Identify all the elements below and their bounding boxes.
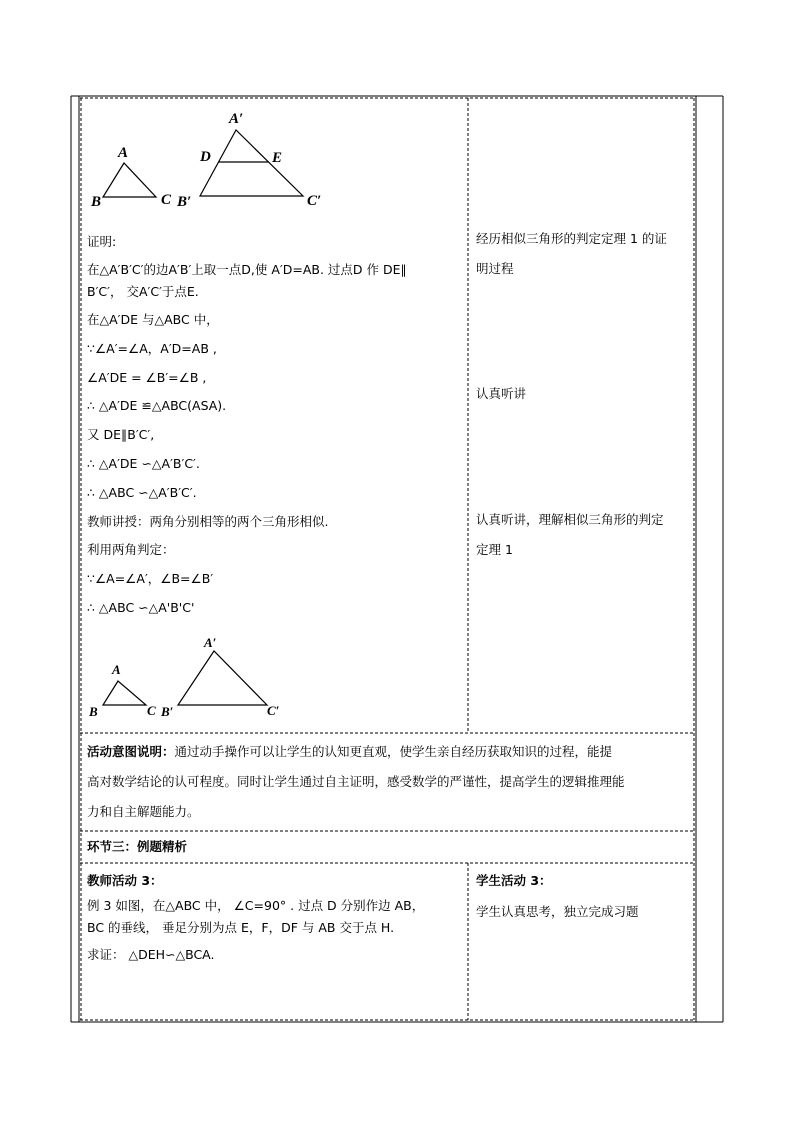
- label-c-prime: C′: [307, 193, 322, 209]
- student-note-1-line-1: 经历相似三角形的判定定理 1 的证: [476, 231, 667, 246]
- activity-intent-label: 活动意图说明：: [87, 744, 175, 759]
- proof-line-5: ∵∠A′=∠A，A′D=AB ,: [87, 341, 217, 356]
- proof-line-11: 教师讲授：两角分别相等的两个三角形相似.: [87, 514, 329, 529]
- label-a-prime: A′: [229, 111, 244, 127]
- activity-intent-line-3: 力和自主解题能力。: [87, 804, 200, 819]
- label-b: B: [91, 194, 102, 210]
- triangle-abc-2: [103, 681, 146, 705]
- proof-line-9: ∴ △A′DE ∽△A′B′C′.: [87, 456, 200, 471]
- proof-line-14: ∴ △ABC ∽△A'B'C': [87, 600, 195, 615]
- label-c-2: C: [147, 703, 156, 718]
- triangle-a2b2c2: [200, 130, 303, 196]
- triangle-a2b2c2-2: [178, 651, 267, 705]
- student-activity-title: 学生活动 3：: [476, 873, 552, 888]
- label-d: D: [200, 149, 211, 165]
- proof-line-6: ∠A′DE = ∠B′=∠B ,: [87, 370, 207, 385]
- student-note-2: 认真听讲: [476, 386, 527, 401]
- figure-triangles-1: [85, 105, 345, 215]
- label-b-prime: B′: [177, 194, 192, 210]
- proof-line-2: 在△A′B′C′的边A′B′上取一点D,使 A′D=AB. 过点D 作 DE∥: [87, 262, 407, 277]
- triangle-abc: [103, 163, 156, 197]
- proof-line-13: ∵∠A=∠A′，∠B=∠B′: [87, 571, 214, 586]
- label-c: C: [161, 192, 172, 208]
- proof-line-10: ∴ △ABC ∽△A′B′C′.: [87, 485, 197, 500]
- proof-line-4: 在△A′DE 与△ABC 中，: [87, 312, 219, 327]
- student-note-3-line-1: 认真听讲，理解相似三角形的判定: [476, 512, 664, 527]
- teacher-activity-line-3: 求证： △DEH∽△BCA.: [87, 947, 215, 962]
- activity-intent-line-1: [87, 737, 692, 767]
- label-b-2: B: [89, 704, 98, 719]
- proof-line-8: 又 DE∥B′C′,: [87, 427, 155, 442]
- proof-line-7: ∴ △A′DE ≌△ABC(ASA).: [87, 398, 227, 413]
- activity-intent-text-1: 通过动手操作可以让学生的认知更直观，使学生亲自经历获取知识的过程，能提: [174, 744, 613, 759]
- student-note-3-line-2: 定理 1: [476, 542, 513, 557]
- teacher-activity-line-2: BC 的垂线， 垂足分别为点 E，F，DF 与 AB 交于点 H.: [87, 920, 395, 935]
- label-b-prime-2: B′: [161, 704, 174, 719]
- label-a-prime-2: A′: [204, 635, 217, 650]
- student-note-3: [476, 505, 692, 565]
- proof-line-3: B′C′， 交A′C′于点E.: [87, 284, 199, 299]
- teacher-activity-title: 教师活动 3：: [87, 873, 163, 888]
- label-a: A: [118, 145, 129, 161]
- teacher-activity-line-1: 例 3 如图，在△ABC 中， ∠C=90° . 过点 D 分别作边 AB，: [87, 898, 425, 913]
- student-activity-text: 学生认真思考，独立完成习题: [476, 904, 639, 919]
- proof-line-12: 利用两角判定：: [87, 542, 175, 557]
- section-heading: 环节三：例题精析: [87, 839, 188, 854]
- label-a-2: A: [112, 662, 121, 677]
- student-note-1: [476, 224, 692, 284]
- student-note-1-line-2: 明过程: [476, 261, 514, 276]
- activity-intent-line-2: 高对数学结论的认可程度。同时让学生通过自主证明，感受数学的严谨性，提高学生的逻辑推理能: [87, 774, 625, 789]
- activity-intent: [87, 737, 692, 827]
- figure-triangles-2: [85, 630, 305, 725]
- proof-line-1: 证明:: [87, 234, 117, 249]
- label-c-prime-2: C′: [267, 703, 280, 718]
- label-e: E: [272, 150, 283, 166]
